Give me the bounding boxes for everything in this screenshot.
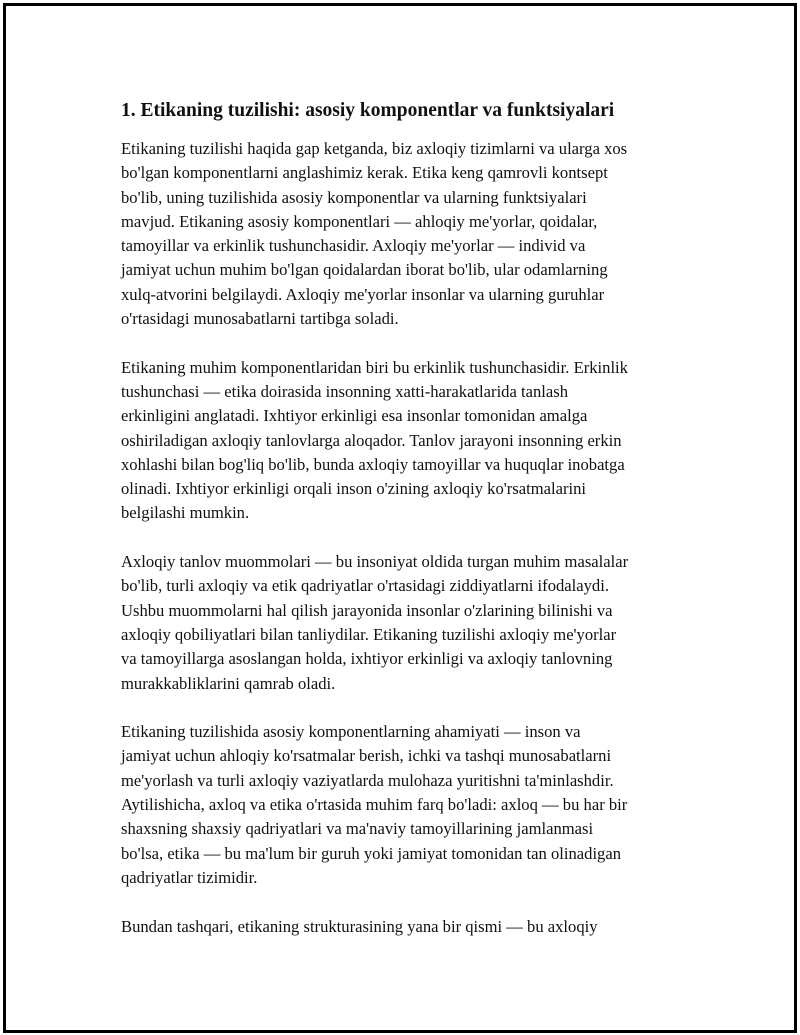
text-line: o'rtasidagi munosabatlarni tartibga soladi.	[121, 309, 399, 329]
text-line: bo'lib, turli axloqiy va etik qadriyatlar o'rtasidagi ziddiyatlarni ifodalaydi.	[121, 576, 609, 596]
text-line: belgilashi mumkin.	[121, 503, 250, 523]
text-line: axloqiy qobiliyatlari bilan tanliydilar. Etikaning tuzilishi axloqiy me'yorlar	[121, 624, 617, 644]
text-line: Ushbu muommolarni hal qilish jarayonida insonlar o'zlarining bilinishi va	[121, 600, 613, 620]
text-line: xulq-atvorini belgilaydi. Axloqiy me'yorlar insonlar va ularning guruhlar	[121, 284, 605, 304]
text-line: erkinligini anglatadi. Ixhtiyor erkinligi esa insonlar tomonidan amalga	[121, 406, 588, 426]
paragraph	[121, 137, 696, 331]
text-line: jamiyat uchun ahloqiy ko'rsatmalar berish, ichki va tashqi munosabatlarni	[121, 746, 612, 766]
text-line: Etikaning muhim komponentlaridan biri bu erkinlik tushunchasidir. Erkinlik	[121, 357, 628, 377]
text-line: xohlashi bilan bog'liq bo'lib, bunda axloqiy tamoyillar va huquqlar inobatga	[121, 454, 625, 474]
text-line: murakkabliklarini qamrab oladi.	[121, 673, 336, 693]
section-heading: 1. Etikaning tuzilishi: asosiy komponentlar va funktsiyalari	[121, 100, 615, 121]
text-line: Aytilishicha, axloq va etika o'rtasida muhim farq bo'ladi: axloq — bu har bir	[121, 795, 628, 815]
paragraph	[121, 550, 696, 696]
paragraph-list	[121, 137, 696, 939]
paragraph	[121, 720, 696, 890]
text-line: Bundan tashqari, etikaning strukturasining yana bir qismi — bu axloqiy	[121, 916, 598, 936]
text-line: Axloqiy tanlov muommolari — bu insoniyat oldida turgan muhim masalalar	[121, 552, 629, 572]
text-line: tamoyillar va erkinlik tushunchasidir. Axloqiy me'yorlar — individ va	[121, 236, 586, 256]
text-line: jamiyat uchun muhim bo'lgan qoidalardan iborat bo'lib, ular odamlarning	[121, 260, 608, 280]
text-line: shaxsning shaxsiy qadriyatlari va ma'naviy tamoyillarining jamlanmasi	[121, 819, 594, 839]
text-line: oshiriladigan axloqiy tanlovlarga aloqador. Tanlov jarayoni insonning erkin	[121, 430, 622, 450]
page-frame	[3, 3, 797, 1033]
text-line: me'yorlash va turli axloqiy vaziyatlarda mulohaza yuritishni ta'minlashdir.	[121, 770, 614, 790]
paragraph	[121, 915, 696, 939]
text-line: olinadi. Ixhtiyor erkinligi orqali inson o'zining axloqiy ko'rsatmalarini	[121, 479, 586, 499]
text-line: bo'lgan komponentlarni anglashimiz kerak. Etika keng qamrovli kontsept	[121, 163, 608, 183]
text-line: bo'lsa, etika — bu ma'lum bir guruh yoki jamiyat tomonidan tan olinadigan	[121, 843, 622, 863]
document-body	[121, 98, 696, 963]
paragraph	[121, 356, 696, 526]
text-line: Etikaning tuzilishi haqida gap ketganda, biz axloqiy tizimlarni va ularga xos	[121, 139, 628, 158]
text-line: tushunchasi — etika doirasida insonning xatti-harakatlarida tanlash	[121, 381, 568, 401]
text-line: va tamoyillarga asoslangan holda, ixhtiyor erkinligi va axloqiy tanlovning	[121, 649, 613, 669]
text-line: qadriyatlar tizimidir.	[121, 867, 258, 887]
text-line: bo'lib, uning tuzilishida asosiy komponentlar va ularning funktsiyalari	[121, 187, 587, 207]
text-line: mavjud. Etikaning asosiy komponentlari — ahloqiy me'yorlar, qoidalar,	[121, 211, 598, 231]
text-line: Etikaning tuzilishida asosiy komponentlarning ahamiyati — inson va	[121, 722, 581, 742]
